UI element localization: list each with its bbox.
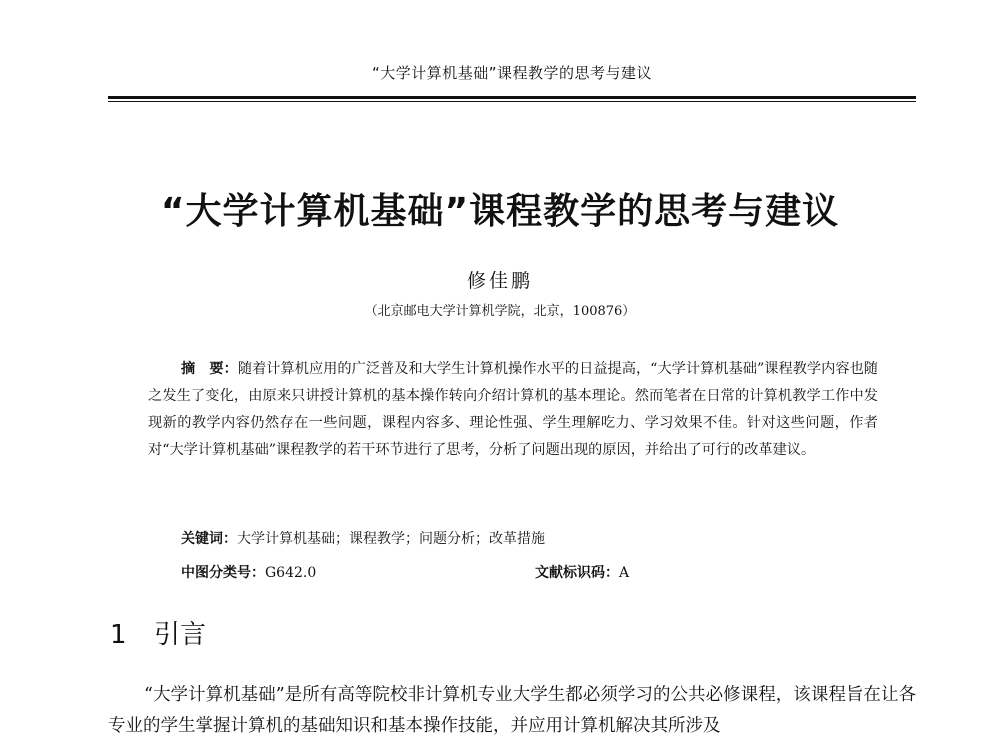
section-heading bbox=[110, 614, 206, 651]
author-name: 修佳鹏 bbox=[466, 270, 533, 292]
clc-label: 中图分类号： bbox=[181, 565, 265, 581]
abstract-text: 随着计算机应用的广泛普及和大学生计算机操作水平的日益提高，“大学计算机基础”课程教学内容也随之发生了变化，由原来只讲授计算机的基本操作转向介绍计算机的基本理论。然而笔者在日常的计算机教学工作中发现新的教学内容仍然存在一些问题，课程内容多、理论性强、学生理解吃力、学习效果不佳。针对这些问题，作者对“大学计算机基础”课程教学的若干环节进行了思考，分析了问题出现的原因，并给出了可行的改革建议。 bbox=[148, 361, 878, 458]
header-rule-thin bbox=[108, 101, 916, 102]
keywords-label: 关键词： bbox=[181, 531, 237, 547]
classification-line bbox=[181, 562, 878, 582]
document-code bbox=[535, 562, 629, 582]
header-rule-thick bbox=[108, 96, 916, 99]
keywords-line bbox=[181, 528, 878, 548]
doc-code-value: A bbox=[619, 565, 630, 581]
abstract bbox=[148, 356, 878, 464]
doc-code-label: 文献标识码： bbox=[535, 565, 619, 581]
clc-value: G642.0 bbox=[265, 565, 317, 581]
article-title: “大学计算机基础”课程教学的思考与建议 bbox=[160, 191, 840, 232]
intro-paragraph: “大学计算机基础”是所有高等院校非计算机专业大学生都必须学习的公共必修课程，该课程旨在让各专业的学生掌握计算机的基础知识和基本操作技能，并应用计算机解决其所涉及 bbox=[108, 685, 916, 736]
running-header: “大学计算机基础”课程教学的思考与建议 bbox=[371, 64, 653, 82]
section-title: 引言 bbox=[154, 620, 207, 650]
section-number: 1 bbox=[110, 620, 127, 650]
author-affiliation: （北京邮电大学计算机学院，北京，100876） bbox=[364, 304, 636, 319]
abstract-label: 摘 要： bbox=[181, 361, 238, 377]
keywords-text: 大学计算机基础；课程教学；问题分析；改革措施 bbox=[237, 531, 545, 547]
